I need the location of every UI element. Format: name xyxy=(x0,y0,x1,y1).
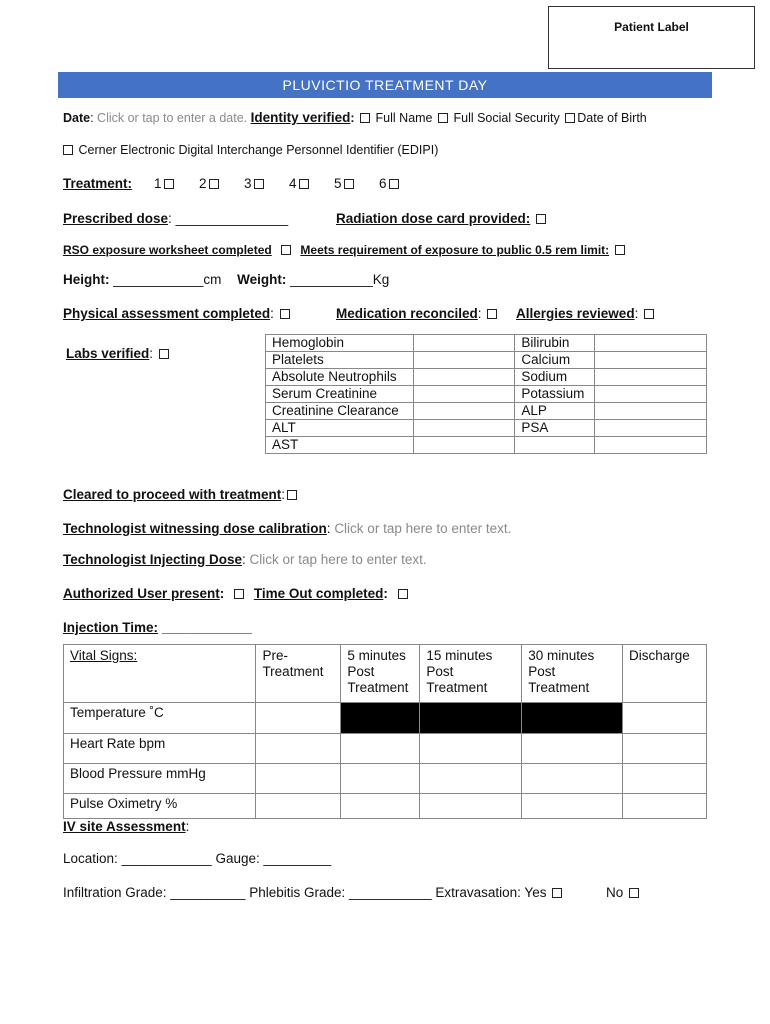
lab-value-cell[interactable] xyxy=(595,335,707,352)
height-weight-row xyxy=(63,272,389,287)
vital-cell[interactable] xyxy=(623,703,707,734)
radiation-card-label: Radiation dose card provided: xyxy=(336,211,531,226)
ssn-checkbox[interactable] xyxy=(438,113,448,123)
table-row xyxy=(64,794,707,819)
thirty-min-header: 30 minutes Post Treatment xyxy=(522,645,623,703)
table-row xyxy=(266,420,707,437)
iv-site-row: IV site Assessment: xyxy=(63,819,190,834)
tech-inject-row: Technologist Injecting Dose: Click or tap here to enter text. xyxy=(63,552,427,567)
lab-name: Absolute Neutrophils xyxy=(266,369,414,386)
vital-cell[interactable] xyxy=(341,734,420,764)
lab-value-cell[interactable] xyxy=(595,403,707,420)
gauge-label: Gauge: xyxy=(215,851,260,866)
extravasation-yes-checkbox[interactable] xyxy=(552,888,562,898)
vital-label: Blood Pressure mmHg xyxy=(64,764,256,794)
authorized-user-label: Authorized User present xyxy=(63,586,220,601)
table-row xyxy=(64,703,707,734)
tech-witness-input[interactable]: Click or tap here to enter text. xyxy=(334,521,512,536)
labs-verified-checkbox[interactable] xyxy=(159,349,169,359)
lab-value-cell[interactable] xyxy=(413,335,515,352)
lab-name xyxy=(515,437,595,454)
patient-label-text: Patient Label xyxy=(614,20,689,34)
table-row xyxy=(266,437,707,454)
date-label: Date xyxy=(63,111,91,125)
injection-time-row xyxy=(63,620,252,635)
edipi-row xyxy=(63,143,438,157)
treatment-checkbox[interactable] xyxy=(389,179,399,189)
ssn-option: Full Social Security xyxy=(453,111,560,125)
prescribed-dose-field[interactable]: _______________ xyxy=(175,211,289,226)
extravasation-no-checkbox[interactable] xyxy=(629,888,639,898)
gauge-field[interactable]: _________ xyxy=(263,851,332,866)
date-row: Date: Click or tap to enter a date. Identity verified: Full Name Full Social Security Date of Birth xyxy=(63,110,647,125)
meets-requirement-checkbox[interactable] xyxy=(615,245,625,255)
infiltration-row xyxy=(63,885,564,900)
lab-value-cell[interactable] xyxy=(595,420,707,437)
tech-inject-label: Technologist Injecting Dose xyxy=(63,552,243,567)
phlebitis-label: Phlebitis Grade: xyxy=(249,885,346,900)
authorized-user-row: Authorized User present: Time Out completed: xyxy=(63,586,410,601)
table-row xyxy=(266,352,707,369)
time-out-label: Time Out completed xyxy=(253,586,384,601)
edipi-checkbox[interactable] xyxy=(63,145,73,155)
cleared-row: Cleared to proceed with treatment: xyxy=(63,487,299,502)
weight-unit: Kg xyxy=(372,272,390,287)
lab-name: Platelets xyxy=(266,352,414,369)
vital-cell[interactable] xyxy=(256,734,341,764)
date-input[interactable]: Click or tap to enter a date. xyxy=(97,111,248,125)
vital-signs-header-text: Vital Signs: xyxy=(70,648,138,663)
dob-option: Date of Birth xyxy=(577,111,647,125)
prescribed-dose-row: Prescribed dose: _______________ xyxy=(63,211,289,226)
treatment-number: 2 xyxy=(199,176,207,191)
table-row xyxy=(266,403,707,420)
height-label: Height: xyxy=(63,272,110,287)
vital-cell[interactable] xyxy=(256,794,341,819)
location-row xyxy=(63,851,331,866)
labs-verified-label: Labs verified xyxy=(66,346,150,361)
discharge-header: Discharge xyxy=(623,645,707,703)
rso-label: RSO exposure worksheet completed xyxy=(63,243,272,257)
vitals-table xyxy=(63,644,707,819)
lab-name: Bilirubin xyxy=(515,335,595,352)
cleared-checkbox[interactable] xyxy=(287,490,297,500)
lab-name: AST xyxy=(266,437,414,454)
treatment-checkbox[interactable] xyxy=(344,179,354,189)
meets-requirement-label: Meets requirement of exposure to public 0.5 rem limit: xyxy=(300,243,610,257)
table-row xyxy=(266,335,707,352)
dob-checkbox[interactable] xyxy=(565,113,575,123)
lab-name: Calcium xyxy=(515,352,595,369)
lab-name: Creatinine Clearance xyxy=(266,403,414,420)
treatment-option-6[interactable] xyxy=(379,176,401,191)
location-label: Location: xyxy=(63,851,118,866)
treatment-number: 6 xyxy=(379,176,387,191)
treatment-option-5[interactable] xyxy=(334,176,356,191)
treatment-row xyxy=(63,176,132,191)
vital-cell[interactable] xyxy=(420,764,522,794)
authorized-user-checkbox[interactable] xyxy=(234,589,244,599)
radiation-card-row xyxy=(336,211,548,226)
medication-reconciled-label: Medication reconciled xyxy=(336,306,478,321)
treatment-checkbox[interactable] xyxy=(164,179,174,189)
vital-signs-header xyxy=(64,645,256,703)
cleared-label: Cleared to proceed with treatment xyxy=(63,487,282,502)
lab-name: Serum Creatinine xyxy=(266,386,414,403)
lab-name: Potassium xyxy=(515,386,595,403)
rso-checkbox[interactable] xyxy=(281,245,291,255)
lab-value-cell[interactable] xyxy=(595,437,707,454)
rso-row xyxy=(63,243,627,257)
vitals-header-row xyxy=(64,645,707,703)
vital-cell[interactable] xyxy=(420,734,522,764)
page-title-banner: PLUVICTIO TREATMENT DAY xyxy=(58,72,712,98)
vital-cell-blocked xyxy=(522,703,623,734)
vital-cell-blocked xyxy=(420,703,522,734)
physical-assessment-row: Physical assessment completed: xyxy=(63,306,292,321)
treatment-checkbox[interactable] xyxy=(209,179,219,189)
radiation-card-checkbox[interactable] xyxy=(536,214,546,224)
extravasation-label: Extravasation: Yes xyxy=(435,885,547,900)
iv-site-label: IV site Assessment xyxy=(63,819,186,834)
vital-label: Pulse Oximetry % xyxy=(64,794,256,819)
allergies-reviewed-label: Allergies reviewed xyxy=(516,306,635,321)
height-field[interactable]: ____________ xyxy=(113,272,204,287)
medication-reconciled-row: Medication reconciled: xyxy=(336,306,499,321)
location-field[interactable]: ____________ xyxy=(121,851,212,866)
allergies-reviewed-checkbox[interactable] xyxy=(644,309,654,319)
treatment-number: 1 xyxy=(154,176,162,191)
lab-value-cell[interactable] xyxy=(413,369,515,386)
treatment-number: 5 xyxy=(334,176,342,191)
tech-inject-input[interactable]: Click or tap here to enter text. xyxy=(249,552,427,567)
lab-name: ALP xyxy=(515,403,595,420)
lab-value-cell[interactable] xyxy=(595,369,707,386)
physical-assessment-checkbox[interactable] xyxy=(280,309,290,319)
full-name-option: Full Name xyxy=(375,111,433,125)
lab-value-cell[interactable] xyxy=(413,437,515,454)
injection-time-field[interactable]: ____________ xyxy=(161,620,252,635)
patient-label-box xyxy=(548,6,755,69)
extravasation-no-label: No xyxy=(606,885,624,900)
treatment-number: 3 xyxy=(244,176,252,191)
vital-label: Temperature ˚C xyxy=(64,703,256,734)
vital-cell[interactable] xyxy=(256,703,341,734)
time-out-checkbox[interactable] xyxy=(398,589,408,599)
treatment-option-1[interactable] xyxy=(154,176,176,191)
vital-cell[interactable] xyxy=(341,794,420,819)
table-row xyxy=(64,734,707,764)
weight-label: Weight: xyxy=(237,272,287,287)
treatment-checkbox[interactable] xyxy=(254,179,264,189)
lab-name: Sodium xyxy=(515,369,595,386)
table-row xyxy=(266,386,707,403)
vital-cell[interactable] xyxy=(522,734,623,764)
medication-reconciled-checkbox[interactable] xyxy=(487,309,497,319)
vital-cell[interactable] xyxy=(256,764,341,794)
lab-value-cell[interactable] xyxy=(413,420,515,437)
tech-witness-label: Technologist witnessing dose calibration xyxy=(63,521,327,536)
lab-name: ALT xyxy=(266,420,414,437)
vital-cell[interactable] xyxy=(623,734,707,764)
treatment-label: Treatment: xyxy=(63,176,133,191)
table-row xyxy=(64,764,707,794)
vital-cell[interactable] xyxy=(420,794,522,819)
vital-label: Heart Rate bpm xyxy=(64,734,256,764)
lab-value-cell[interactable] xyxy=(595,352,707,369)
treatment-number: 4 xyxy=(289,176,297,191)
fifteen-min-header: 15 minutes Post Treatment xyxy=(420,645,522,703)
tech-witness-row: Technologist witnessing dose calibration: Click or tap here to enter text. xyxy=(63,521,512,536)
lab-value-cell[interactable] xyxy=(413,352,515,369)
vital-cell[interactable] xyxy=(623,794,707,819)
lab-value-cell[interactable] xyxy=(595,386,707,403)
vital-cell[interactable] xyxy=(522,794,623,819)
phlebitis-field[interactable]: ___________ xyxy=(349,885,432,900)
infiltration-label: Infiltration Grade: xyxy=(63,885,167,900)
lab-value-cell[interactable] xyxy=(413,403,515,420)
labs-table xyxy=(265,334,707,454)
prescribed-dose-label: Prescribed dose xyxy=(63,211,169,226)
pre-treatment-header: Pre- Treatment xyxy=(256,645,341,703)
full-name-checkbox[interactable] xyxy=(360,113,370,123)
identity-verified-label: Identity verified xyxy=(250,110,351,125)
extravasation-no-row xyxy=(606,885,641,900)
height-unit: cm xyxy=(203,272,222,287)
vital-cell[interactable] xyxy=(522,764,623,794)
treatment-option-3[interactable] xyxy=(244,176,266,191)
physical-assessment-label: Physical assessment completed xyxy=(63,306,271,321)
table-row xyxy=(266,369,707,386)
edipi-option: Cerner Electronic Digital Interchange Personnel Identifier (EDIPI) xyxy=(78,143,439,157)
treatment-option-4[interactable] xyxy=(289,176,311,191)
treatment-option-2[interactable] xyxy=(199,176,221,191)
labs-verified-row: Labs verified: xyxy=(66,346,171,361)
lab-name: Hemoglobin xyxy=(266,335,414,352)
allergies-reviewed-row: Allergies reviewed: xyxy=(516,306,656,321)
vital-cell[interactable] xyxy=(341,764,420,794)
vital-cell[interactable] xyxy=(623,764,707,794)
weight-field[interactable]: ___________ xyxy=(290,272,373,287)
injection-time-label: Injection Time: xyxy=(63,620,159,635)
lab-name: PSA xyxy=(515,420,595,437)
treatment-checkbox[interactable] xyxy=(299,179,309,189)
lab-value-cell[interactable] xyxy=(413,386,515,403)
vital-cell-blocked xyxy=(341,703,420,734)
infiltration-field[interactable]: __________ xyxy=(170,885,246,900)
five-min-header: 5 minutes Post Treatment xyxy=(341,645,420,703)
